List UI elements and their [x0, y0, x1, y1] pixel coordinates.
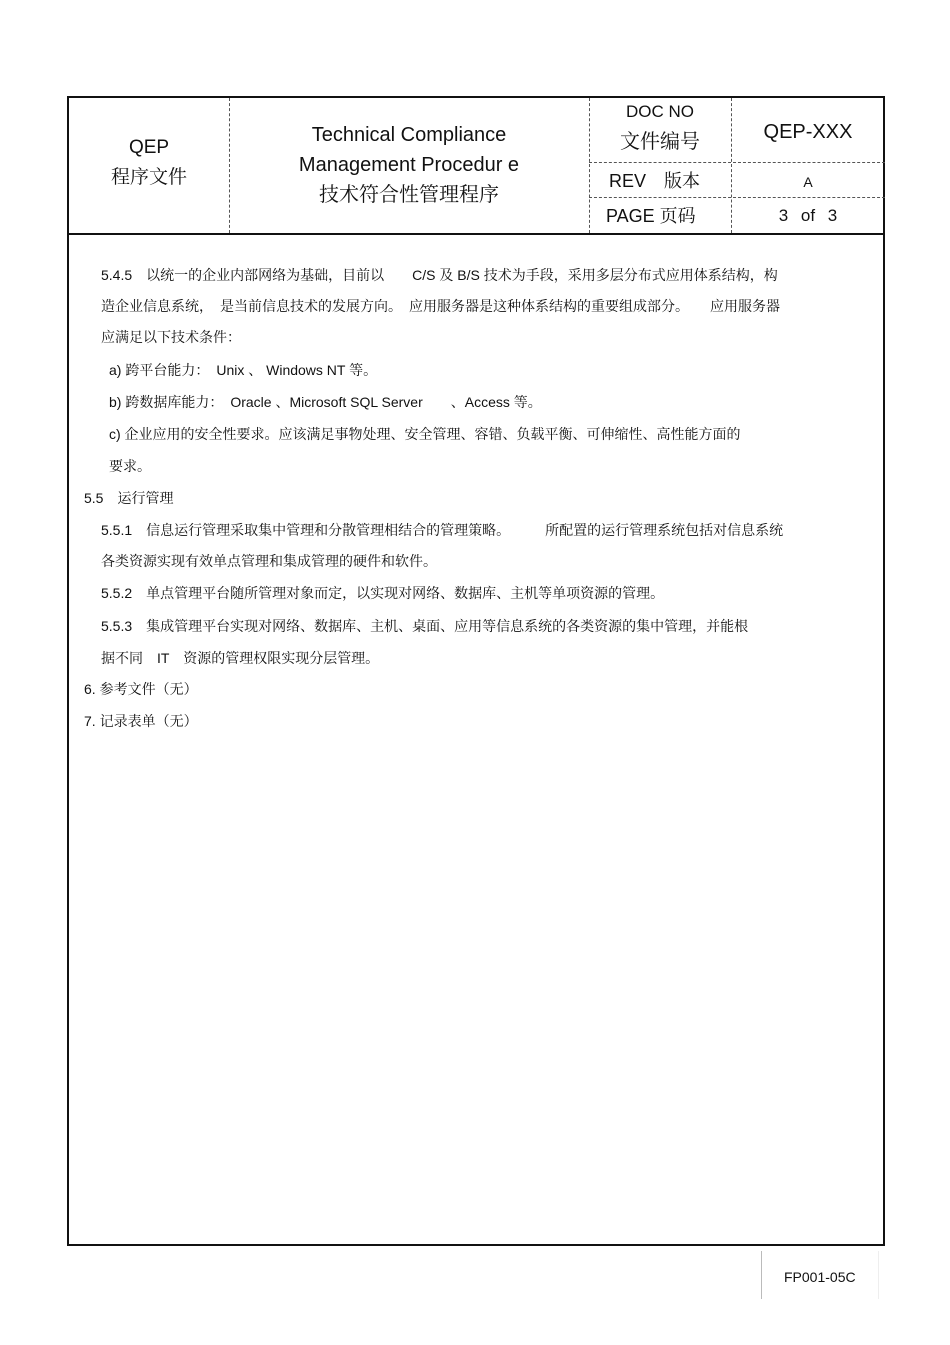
form-code-footer [761, 1251, 879, 1299]
paragraph-line: 5.5.3 集成管理平台实现对网络、数据库、主机、桌面、应用等信息系统的各类资源的集中管理，并能根 [101, 618, 749, 634]
form-code: FP001-05C [784, 1269, 856, 1285]
doc-title-cell [229, 120, 589, 210]
section-heading: 6. 参考文件（无） [84, 681, 198, 697]
docno-label: DOC NO [626, 102, 694, 121]
org-name: QEP [128, 137, 170, 158]
rev-label: REV 版本 [609, 171, 701, 191]
paragraph-line: 应满足以下技术条件： [101, 329, 241, 345]
list-item: b) 跨数据库能力： Oracle 、Microsoft SQL Server 、Access 等。 [109, 394, 542, 410]
title-en-line2: Management Procedur e [298, 154, 520, 176]
header-row-divider [589, 162, 885, 163]
list-item: c) 企业应用的安全性要求。应该满足事物处理、安全管理、容错、负载平衡、可伸缩性、高性能方面的 [109, 426, 741, 442]
doc-type: 程序文件 [110, 167, 187, 188]
page-label: PAGE 页码 [606, 206, 696, 226]
section-heading: 7. 记录表单（无） [84, 713, 198, 729]
docno-label-cn: 文件编号 [620, 131, 700, 153]
document-header [69, 98, 883, 235]
title-cn: 技术符合性管理程序 [319, 184, 499, 206]
paragraph-line: 5.5.2 单点管理平台随所管理对象而定，以实现对网络、数据库、主机等单项资源的管理。 [101, 585, 665, 601]
paragraph-line: 5.4.5 以统一的企业内部网络为基础，目前以 C/S 及 B/S 技术为手段，采用多层分布式应用体系结构，构 [101, 267, 778, 283]
title-en-line1: Technical Compliance [311, 124, 507, 146]
docno-value: QEP-XXX [763, 121, 853, 143]
list-item: a) 跨平台能力： Unix 、 Windows NT 等。 [109, 362, 378, 378]
document-frame [67, 96, 885, 1246]
header-row-divider [589, 197, 885, 198]
page-value: 3 of 3 [778, 206, 838, 225]
paragraph-line: 各类资源实现有效单点管理和集成管理的硬件和软件。 [101, 553, 437, 569]
paragraph-line: 据不同 IT 资源的管理权限实现分层管理。 [101, 650, 380, 666]
paragraph-line: 造企业信息系统， 是当前信息技术的发展方向。 应用服务器是这种体系结构的重要组成部分。 应用服务器 [101, 298, 780, 314]
section-heading: 5.5 运行管理 [84, 490, 174, 506]
doc-type-cell [69, 133, 229, 193]
list-item: 要求。 [109, 458, 151, 474]
rev-value: A [803, 174, 813, 190]
paragraph-line: 5.5.1 信息运行管理采取集中管理和分散管理相结合的管理策略。 所配置的运行管理系统包括对信息系统 [101, 522, 784, 538]
